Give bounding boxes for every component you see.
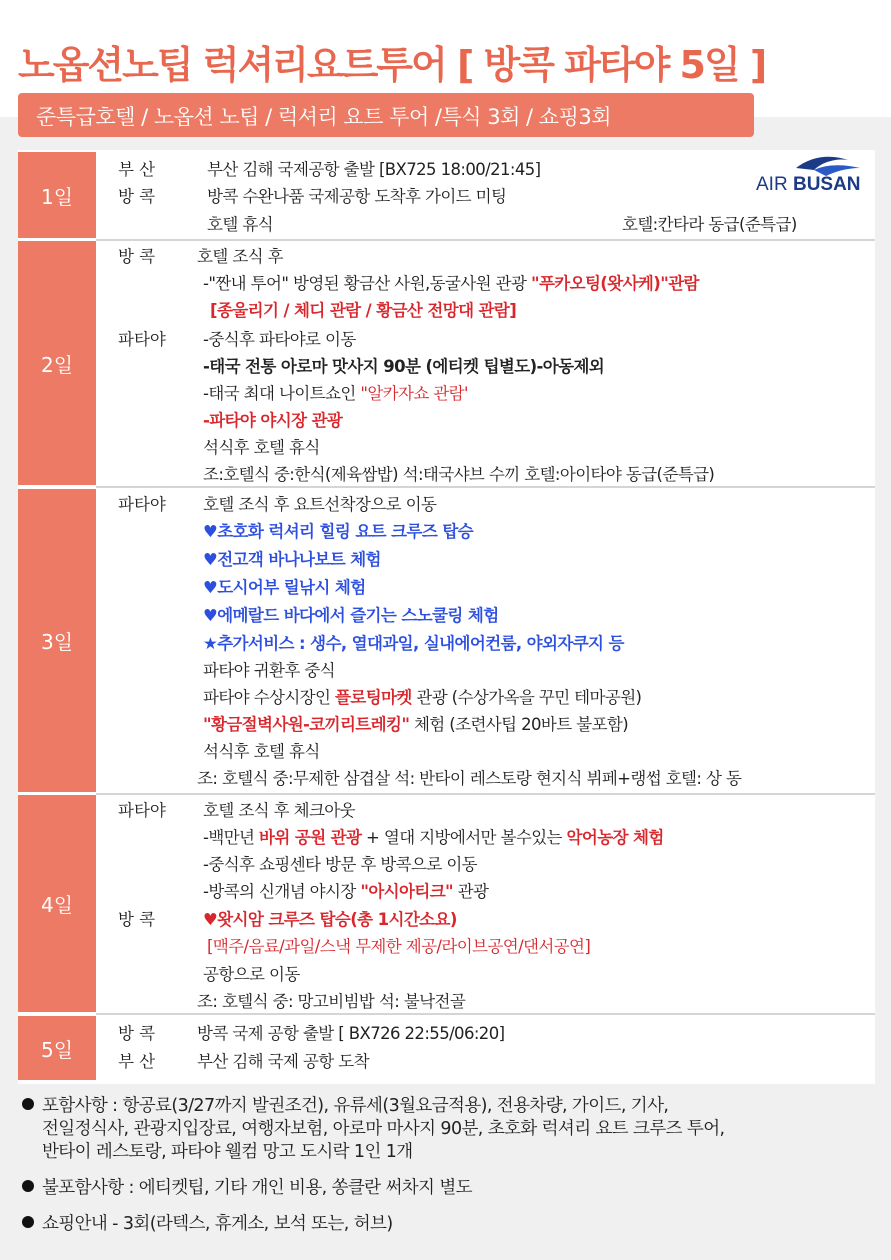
- day-2-highlight: "푸카오팅(왓사케)"관람: [530, 274, 699, 293]
- day-4-meals: 조: 호텔식 중: 망고비빔밥 석: 불낙전골: [197, 992, 466, 1011]
- day-2-line: [203, 380, 468, 404]
- included-note-cont: 전일정식사, 관광지입장료, 여행자보험, 아로마 마사지 90분, 초호화 럭셔리 요트 크루즈 투어,: [42, 1119, 725, 1139]
- day-3-line: ♥에메랄드 바다에서 즐기는 스노쿨링 체험: [203, 606, 499, 625]
- day-5-cell: 5일: [18, 1016, 96, 1080]
- day-3-line: ♥초호화 럭셔리 힐링 요트 크루즈 탑승: [203, 522, 473, 541]
- day-2-text: -태국 최대 나이트쇼인: [203, 384, 361, 403]
- day-4-cell: 4일: [18, 795, 96, 1012]
- day-3-line: 호텔 조식 후 요트선착장으로 이동: [203, 495, 437, 514]
- day-3-line: ♥전고객 바나나보트 체험: [203, 550, 381, 569]
- day-2-location: 파타야: [118, 330, 166, 349]
- day-4-location: 파타야: [118, 801, 166, 820]
- day-4-line: ♥왓시암 크루즈 탑승(총 1시간소요): [203, 910, 457, 929]
- day-3-line: ★추가서비스 : 생수, 열대과일, 실내에어컨룸, 야외자쿠지 등: [203, 634, 624, 653]
- day-4-line: [맥주/음료/과일/스낵 무제한 제공/라이브공연/댄서공연]: [207, 937, 591, 956]
- day-5-line: 부산 김해 국제 공항 도착: [197, 1052, 369, 1071]
- day-5-location: 부 산: [118, 1052, 156, 1071]
- included-note-cont: 반타이 레스토랑, 파타야 웰컴 망고 도시락 1인 1개: [42, 1142, 413, 1162]
- day-5-location: 방 콕: [118, 1024, 156, 1043]
- day-2-line: [종울리기 / 체디 관람 / 황금산 전망대 관람]: [210, 301, 517, 320]
- day-4-text: -백만년: [203, 828, 260, 847]
- day-4-text: -방콕의 신개념 야시장: [203, 882, 361, 901]
- logo-busan-text: BUSAN: [792, 174, 861, 195]
- note-text: 포함사항 : 항공료(3/27까지 발권조건), 유류세(3월요금적용), 전용차량, 가이드, 기사,: [42, 1096, 669, 1116]
- day-2-line: 호텔 조식 후: [197, 247, 283, 266]
- day-3-line: [203, 684, 641, 708]
- day-3-location: 파타야: [118, 495, 166, 514]
- day-4-highlight: 악어농장 체험: [566, 828, 664, 847]
- day-3-line: 파타야 귀환후 중식: [203, 661, 336, 680]
- day-3-line: [203, 711, 628, 735]
- day-2-highlight: "알카자쇼 관람': [360, 384, 468, 403]
- day-4-line: -중식후 쇼핑센타 방문 후 방콕으로 이동: [203, 855, 478, 874]
- day-3-highlight: "황금절벽사원-코끼리트레킹": [203, 715, 410, 734]
- day-2-location: 방 콕: [118, 247, 156, 266]
- day-4-line: 호텔 조식 후 체크아웃: [203, 801, 355, 820]
- day-3-text: 관광 (수상가옥을 꾸민 테마공원): [411, 688, 642, 707]
- bullet-icon: [22, 1216, 34, 1228]
- day-4-text: 관광: [453, 882, 489, 901]
- shopping-note: [22, 1210, 393, 1235]
- day-4-line: [203, 878, 488, 902]
- day-4-location: 방 콕: [118, 910, 156, 929]
- day-1-line: 방콕 수완나품 국제공항 도착후 가이드 미팅: [207, 187, 507, 206]
- day-2-meals: 조:호텔식 중:한식(제육쌈밥) 석:태국샤브 수끼 호텔:아이타야 동급(준특급): [203, 465, 715, 484]
- day-2-line: -파타야 야시장 관광: [203, 411, 343, 430]
- day-2-line: [203, 270, 699, 294]
- page-title: 노옵션노팁 럭셔리요트투어 [ 방콕 파타야 5일 ]: [18, 43, 766, 87]
- day-5-line: 방콕 국제 공항 출발 [ BX726 22:55/06:20]: [197, 1024, 505, 1043]
- note-text: 불포함사항 : 에티켓팁, 기타 개인 비용, 쏭클란 써차지 별도: [42, 1178, 472, 1198]
- day-3-meals: 조: 호텔식 중:무제한 삼겹살 석: 반타이 레스토랑 현지식 뷔페+랭썹 호텔: 상 동: [197, 769, 742, 788]
- logo-air-text: AIR: [756, 174, 788, 195]
- row-divider: [96, 239, 875, 241]
- day-2-line: -태국 전통 아로마 맛사지 90분 (에티켓 팁별도)-아동제외: [203, 357, 605, 376]
- day-3-text: 체험 (조련사팁 20바트 불포함): [409, 715, 629, 734]
- day-4-line: [203, 824, 664, 848]
- day-3-highlight: 플로팅마켓: [335, 688, 412, 707]
- day-3-cell: 3일: [18, 489, 96, 792]
- row-divider: [96, 1013, 875, 1015]
- day-1-line: 부산 김해 국제공항 출발 [BX725 18:00/21:45]: [207, 160, 541, 179]
- day-2-line: 석식후 호텔 휴식: [203, 438, 320, 457]
- bullet-icon: [22, 1180, 34, 1192]
- day-4-highlight: "아시아티크": [360, 882, 454, 901]
- day-4-line: 공항으로 이동: [203, 965, 300, 984]
- day-3-text: 파타야 수상시장인: [203, 688, 336, 707]
- day-1-cell: 1일: [18, 152, 96, 238]
- row-divider: [96, 793, 875, 795]
- row-divider: [96, 486, 875, 488]
- note-text: 쇼핑안내 - 3회(라텍스, 휴게소, 보석 또는, 허브): [42, 1214, 393, 1234]
- day-1-location: 방 콕: [118, 187, 156, 206]
- day-3-line: 석식후 호텔 휴식: [203, 742, 320, 761]
- included-note: [22, 1092, 668, 1117]
- day-1-location: 부 산: [118, 160, 156, 179]
- day-1-line: 호텔 휴식: [207, 215, 274, 234]
- day-4-highlight: 바위 공원 관광: [259, 828, 362, 847]
- day-3-line: ♥도시어부 릴낚시 체험: [203, 578, 366, 597]
- day-1-hotel: 호텔:칸타라 동급(준특급): [622, 215, 797, 234]
- excluded-note: [22, 1174, 472, 1199]
- day-4-text: + 열대 지방에서만 볼수있는: [361, 828, 567, 847]
- day-2-line: -중식후 파타야로 이동: [203, 330, 356, 349]
- bullet-icon: [22, 1098, 34, 1110]
- day-2-cell: 2일: [18, 241, 96, 485]
- airline-logo-text: [756, 174, 861, 196]
- day-2-text: -"짠내 투어" 방영된 황금산 사원,동굴사원 관광: [203, 274, 531, 293]
- page-subtitle: 준특급호텔 / 노옵션 노팁 / 럭셔리 요트 투어 /특식 3회 / 쇼핑3회: [36, 105, 612, 129]
